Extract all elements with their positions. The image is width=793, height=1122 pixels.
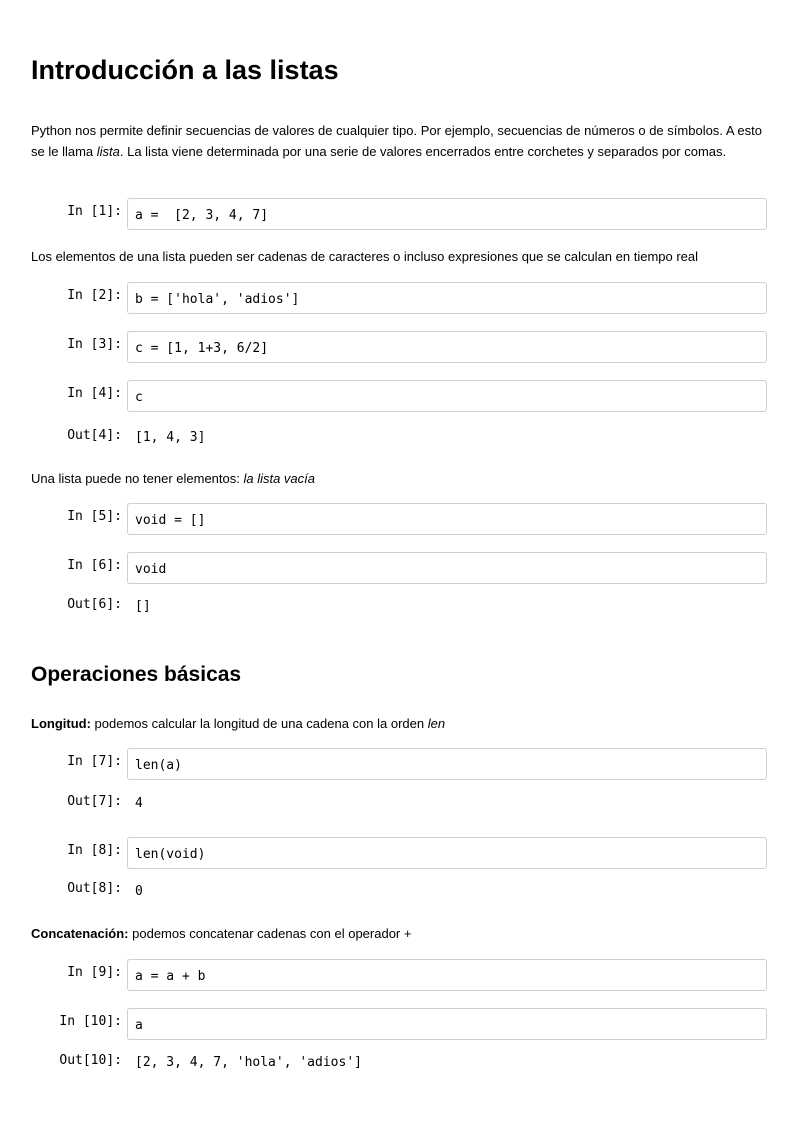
code-cell[interactable] bbox=[127, 959, 767, 991]
output-text: [1, 4, 3] bbox=[135, 430, 206, 445]
paragraph-concat bbox=[31, 923, 771, 944]
input-prompt: In [1]: bbox=[67, 204, 122, 219]
input-prompt: In [3]: bbox=[67, 337, 122, 352]
code-cell[interactable] bbox=[127, 282, 767, 314]
page-title: Introducción a las listas bbox=[31, 55, 339, 85]
output-text: 4 bbox=[135, 796, 143, 811]
output-prompt: Out[6]: bbox=[67, 597, 122, 612]
output-prompt: Out[4]: bbox=[67, 428, 122, 443]
empty-list-emphasis: la lista vacía bbox=[243, 471, 316, 486]
paragraph-length bbox=[31, 713, 771, 734]
input-prompt: In [6]: bbox=[67, 558, 122, 573]
intro-text-a: Python nos permite definir secuencias de valores de cualquier tipo. Por ejemplo, secuencias de números o de símbolos. A esto se le llama bbox=[31, 123, 762, 159]
code-text: c = [1, 1+3, 6/2] bbox=[135, 341, 269, 356]
code-text: len(a) bbox=[135, 758, 182, 773]
code-cell[interactable] bbox=[127, 1008, 767, 1040]
output-text: [] bbox=[135, 599, 151, 614]
code-text: a bbox=[135, 1018, 143, 1033]
input-prompt: In [9]: bbox=[67, 965, 122, 980]
input-prompt: In [10]: bbox=[59, 1014, 122, 1029]
input-prompt: In [5]: bbox=[67, 509, 122, 524]
code-cell[interactable] bbox=[127, 837, 767, 869]
code-cell[interactable] bbox=[127, 748, 767, 780]
code-text: void bbox=[135, 562, 167, 577]
input-prompt: In [8]: bbox=[67, 843, 122, 858]
output-prompt: Out[10]: bbox=[59, 1053, 122, 1068]
paragraph-empty-list bbox=[31, 468, 771, 489]
code-text: b = ['hola', 'adios'] bbox=[135, 292, 300, 307]
output-text: [2, 3, 4, 7, 'hola', 'adios'] bbox=[135, 1055, 362, 1070]
output-text: 0 bbox=[135, 884, 143, 899]
code-cell[interactable] bbox=[127, 380, 767, 412]
section-title: Operaciones básicas bbox=[31, 663, 242, 686]
code-text: c bbox=[135, 390, 143, 405]
length-emphasis: len bbox=[427, 716, 446, 731]
code-text: len(void) bbox=[135, 847, 206, 862]
code-text: a = a + b bbox=[135, 969, 206, 984]
intro-text-b: . La lista viene determinada por una serie de valores encerrados entre corchetes y separados por comas. bbox=[119, 144, 727, 159]
paragraph-elements: Los elementos de una lista pueden ser cadenas de caracteres o incluso expresiones que se calculan en tiempo real bbox=[31, 249, 699, 264]
concat-text: podemos concatenar cadenas con el operador + bbox=[128, 926, 412, 941]
code-text: a = [2, 3, 4, 7] bbox=[135, 208, 269, 223]
concat-label: Concatenación: bbox=[31, 926, 129, 941]
input-prompt: In [4]: bbox=[67, 386, 122, 401]
code-cell[interactable] bbox=[127, 503, 767, 535]
code-cell[interactable] bbox=[127, 331, 767, 363]
empty-list-text: Una lista puede no tener elementos: bbox=[31, 471, 244, 486]
output-prompt: Out[8]: bbox=[67, 881, 122, 896]
code-cell[interactable] bbox=[127, 552, 767, 584]
code-cell[interactable] bbox=[127, 198, 767, 230]
intro-paragraph bbox=[31, 120, 762, 162]
input-prompt: In [7]: bbox=[67, 754, 122, 769]
length-label: Longitud: bbox=[31, 716, 91, 731]
input-prompt: In [2]: bbox=[67, 288, 122, 303]
code-text: void = [] bbox=[135, 513, 206, 528]
output-prompt: Out[7]: bbox=[67, 794, 122, 809]
intro-emphasis: lista bbox=[96, 144, 120, 159]
length-text: podemos calcular la longitud de una cadena con la orden bbox=[90, 716, 428, 731]
